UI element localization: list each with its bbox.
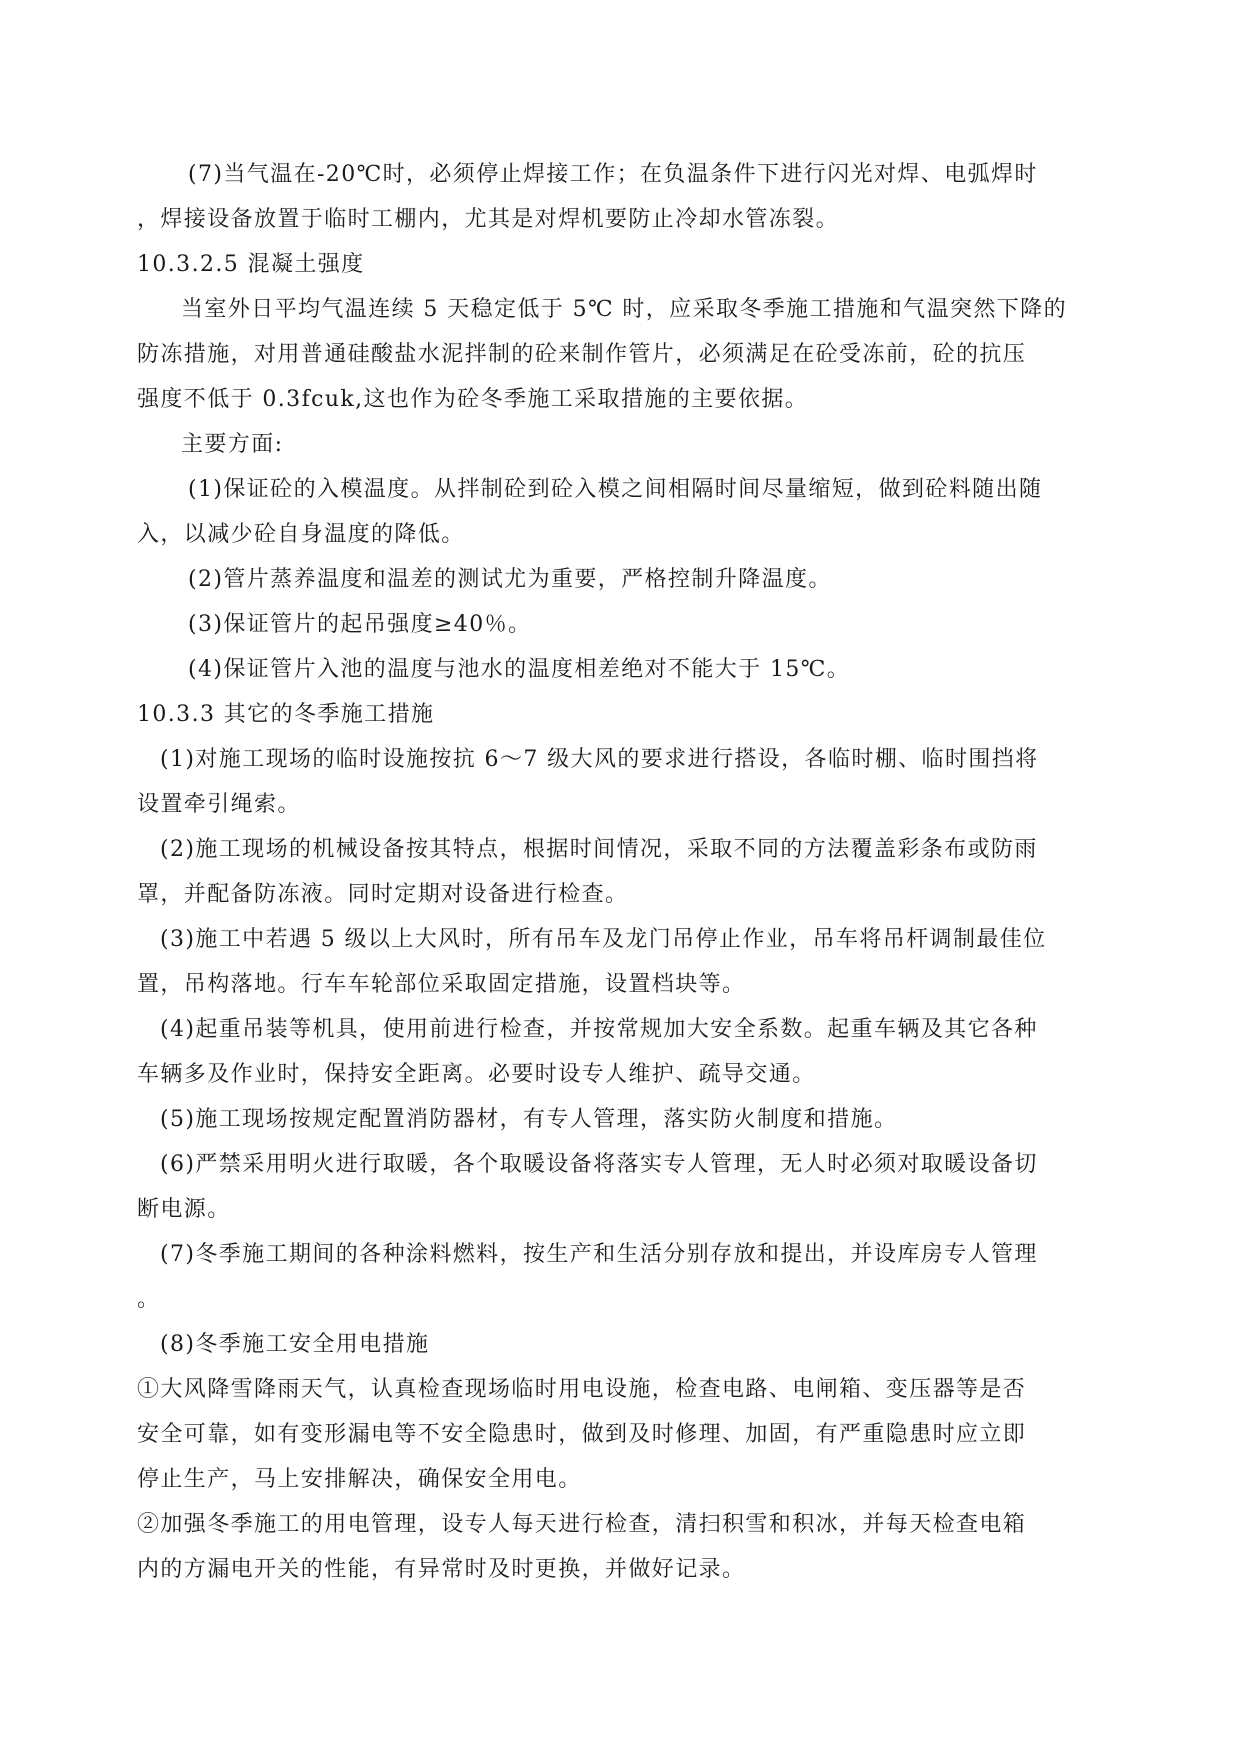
text-line: (5)施工现场按规定配置消防器材，有专人管理，落实防火制度和措施。 (160, 1107, 898, 1132)
text-line: 。 (137, 1287, 161, 1312)
text-line: (2)施工现场的机械设备按其特点，根据时间情况，采取不同的方法覆盖彩条布或防雨 (160, 837, 1038, 862)
text-line: 入，以减少砼自身温度的降低。 (137, 522, 465, 547)
text-line: 车辆多及作业时，保持安全距离。必要时设专人维护、疏导交通。 (137, 1062, 816, 1087)
text-line: (1)对施工现场的临时设施按抗 6～7 级大风的要求进行搭设，各临时棚、临时围挡将 (160, 747, 1039, 772)
text-line: (3)施工中若遇 5 级以上大风时，所有吊车及龙门吊停止作业，吊车将吊杆调制最佳位 (160, 927, 1047, 952)
text-line: (3)保证管片的起吊强度≥40％。 (188, 612, 532, 637)
text-line: 强度不低于 0.3fcuk,这也作为砼冬季施工采取措施的主要依据。 (137, 387, 809, 412)
text-line: (4)起重吊装等机具，使用前进行检查，并按常规加大安全系数。起重车辆及其它各种 (160, 1017, 1038, 1042)
text-line: 防冻措施，对用普通硅酸盐水泥拌制的砼来制作管片，必须满足在砼受冻前，砼的抗压 (137, 342, 1027, 367)
text-line: 断电源。 (137, 1197, 231, 1222)
text-line: (7)当气温在-20℃时，必须停止焊接工作；在负温条件下进行闪光对焊、电弧焊时 (188, 162, 1038, 187)
text-line: 安全可靠，如有变形漏电等不安全隐患时，做到及时修理、加固，有严重隐患时应立即 (137, 1422, 1027, 1447)
text-line: (4)保证管片入池的温度与池水的温度相差绝对不能大于 15℃。 (188, 657, 851, 682)
text-line: ①大风降雪降雨天气，认真检查现场临时用电设施，检查电路、电闸箱、变压器等是否 (137, 1377, 1027, 1402)
section-heading: 10.3.3 其它的冬季施工措施 (137, 702, 435, 727)
text-line: (7)冬季施工期间的各种涂料燃料，按生产和生活分别存放和提出，并设库房专人管理 (160, 1242, 1038, 1267)
text-line: (1)保证砼的入模温度。从拌制砼到砼入模之间相隔时间尽量缩短，做到砼料随出随 (188, 477, 1043, 502)
section-heading: 10.3.2.5 混凝土强度 (137, 252, 365, 277)
text-line: 设置牵引绳索。 (137, 792, 301, 817)
text-line: (2)管片蒸养温度和温差的测试尤为重要，严格控制升降温度。 (188, 567, 832, 592)
text-line: 停止生产，马上安排解决，确保安全用电。 (137, 1467, 582, 1492)
text-line: (8)冬季施工安全用电措施 (160, 1332, 430, 1357)
text-line: ②加强冬季施工的用电管理，设专人每天进行检查，清扫积雪和积冰，并每天检查电箱 (137, 1512, 1027, 1537)
text-line: 置，吊构落地。行车车轮部位采取固定措施，设置档块等。 (137, 972, 746, 997)
text-line: 主要方面: (181, 432, 284, 457)
text-line: 内的方漏电开关的性能，有异常时及时更换，并做好记录。 (137, 1557, 746, 1582)
text-line: 罩，并配备防冻液。同时定期对设备进行检查。 (137, 882, 629, 907)
text-line: (6)严禁采用明火进行取暖，各个取暖设备将落实专人管理，无人时必须对取暖设备切 (160, 1152, 1038, 1177)
text-line: 当室外日平均气温连续 5 天稳定低于 5℃ 时，应采取冬季施工措施和气温突然下降的 (181, 297, 1067, 322)
text-line: ，焊接设备放置于临时工棚内，尤其是对焊机要防止冷却水管冻裂。 (137, 207, 840, 232)
